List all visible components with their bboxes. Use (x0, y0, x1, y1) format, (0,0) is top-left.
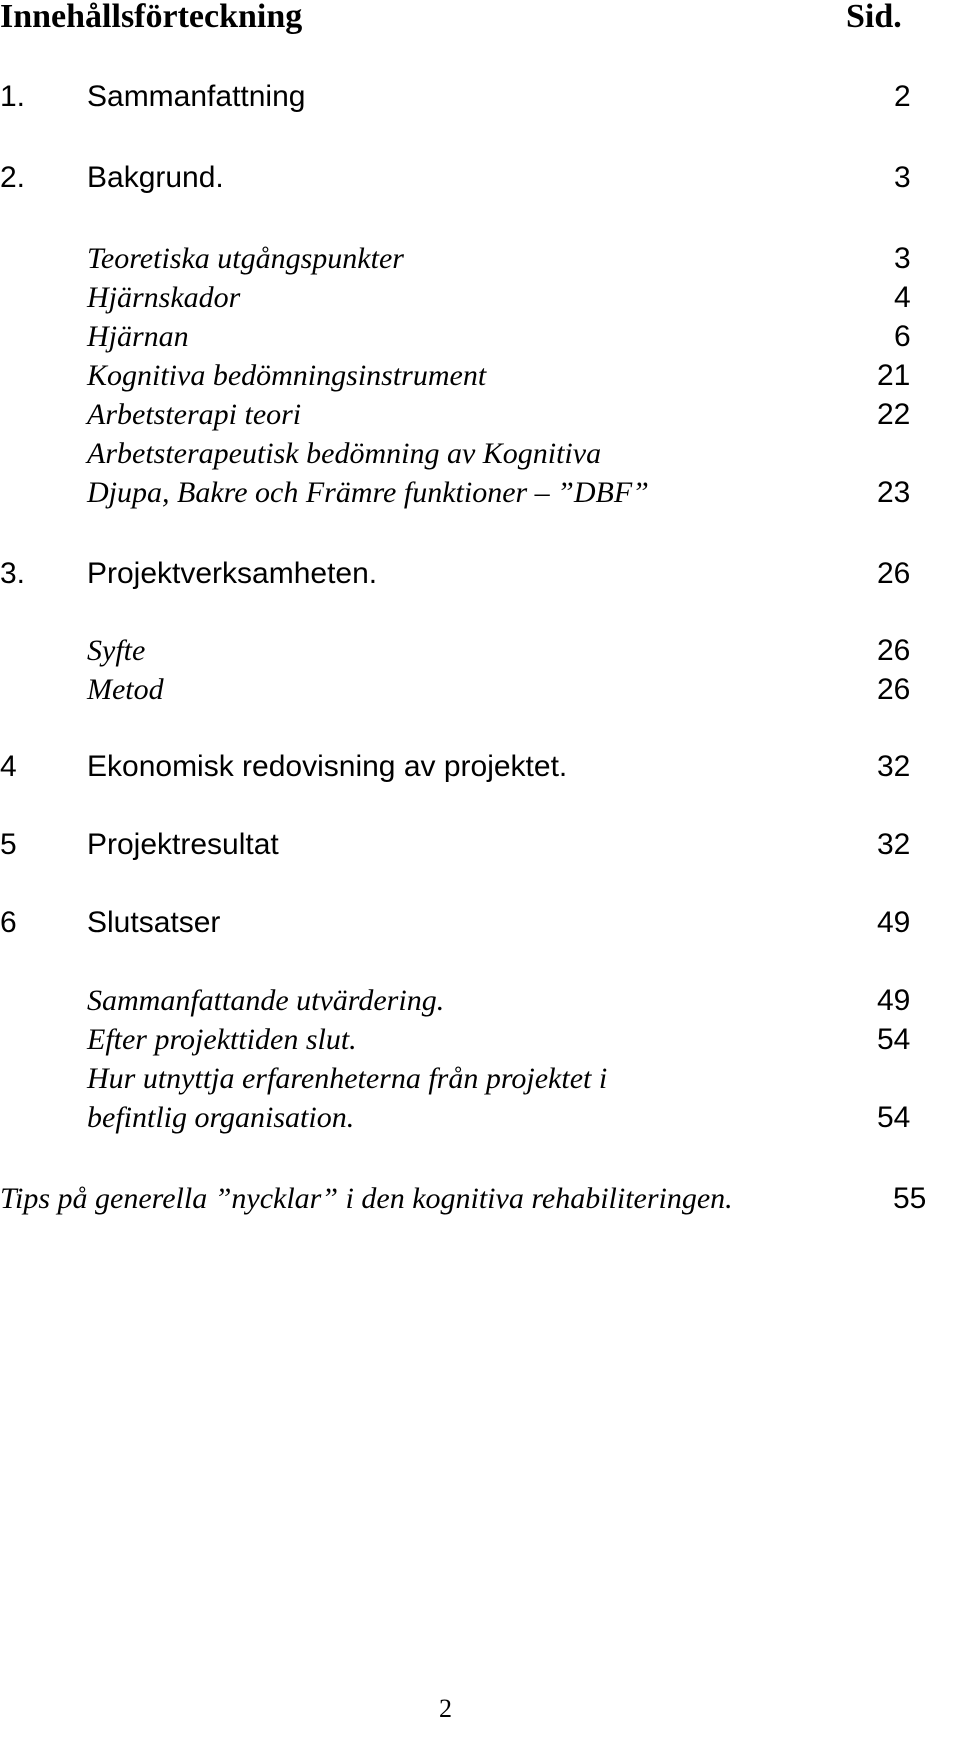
section-label: Bakgrund. (87, 161, 224, 194)
subsection-page: 3 (894, 242, 911, 275)
subsection-page: 23 (877, 476, 911, 509)
section-label: Projektresultat (87, 828, 279, 861)
tips-page: 55 (893, 1182, 927, 1215)
subsection-label: Teoretiska utgångspunkter (87, 242, 404, 275)
subsection-label: Sammanfattande utvärdering. (87, 984, 445, 1017)
subsection-page: 49 (877, 984, 911, 1017)
subsection-label: Hur utnyttja erfarenheterna från projektet i (87, 1062, 608, 1095)
subsection-label: Hjärnskador (87, 281, 241, 314)
subsection-page: 22 (877, 398, 911, 431)
subsection-page: 26 (877, 634, 911, 667)
tips-label: Tips på generella ”nycklar” i den kognitiva rehabiliteringen. (0, 1182, 733, 1215)
subsection-label: Arbetsterapeutisk bedömning av Kognitiva (87, 437, 602, 470)
section-number: 5 (0, 828, 17, 861)
section-page: 3 (894, 161, 911, 194)
subsection-label: Efter projekttiden slut. (87, 1023, 357, 1056)
section-label: Slutsatser (87, 906, 221, 939)
section-page: 26 (877, 557, 911, 590)
subsection-page: 54 (877, 1023, 911, 1056)
subsection-label: Hjärnan (87, 320, 189, 353)
page-number: 2 (439, 1694, 452, 1723)
subsection-label: Arbetsterapi teori (87, 398, 302, 431)
section-number: 6 (0, 906, 17, 939)
section-number: 4 (0, 750, 17, 783)
subsection-label: Metod (87, 673, 164, 706)
section-page: 2 (894, 80, 911, 113)
subsection-page: 26 (877, 673, 911, 706)
subsection-label: Syfte (87, 634, 146, 667)
subsection-label: befintlig organisation. (87, 1101, 355, 1134)
toc-title: Innehållsförteckning (0, 0, 303, 35)
section-label: Ekonomisk redovisning av projektet. (87, 750, 568, 783)
subsection-page: 6 (894, 320, 911, 353)
section-page: 49 (877, 906, 911, 939)
subsection-label: Djupa, Bakre och Främre funktioner – ”DBF” (87, 476, 649, 509)
section-page: 32 (877, 828, 911, 861)
subsection-page: 54 (877, 1101, 911, 1134)
section-label: Projektverksamheten. (87, 557, 378, 590)
section-label: Sammanfattning (87, 80, 306, 113)
subsection-label: Kognitiva bedömningsinstrument (87, 359, 487, 392)
section-number: 2. (0, 161, 26, 194)
page-column-header: Sid. (846, 0, 902, 35)
section-number: 3. (0, 557, 26, 590)
section-page: 32 (877, 750, 911, 783)
section-number: 1. (0, 80, 26, 113)
subsection-page: 21 (877, 359, 911, 392)
subsection-page: 4 (894, 281, 911, 314)
